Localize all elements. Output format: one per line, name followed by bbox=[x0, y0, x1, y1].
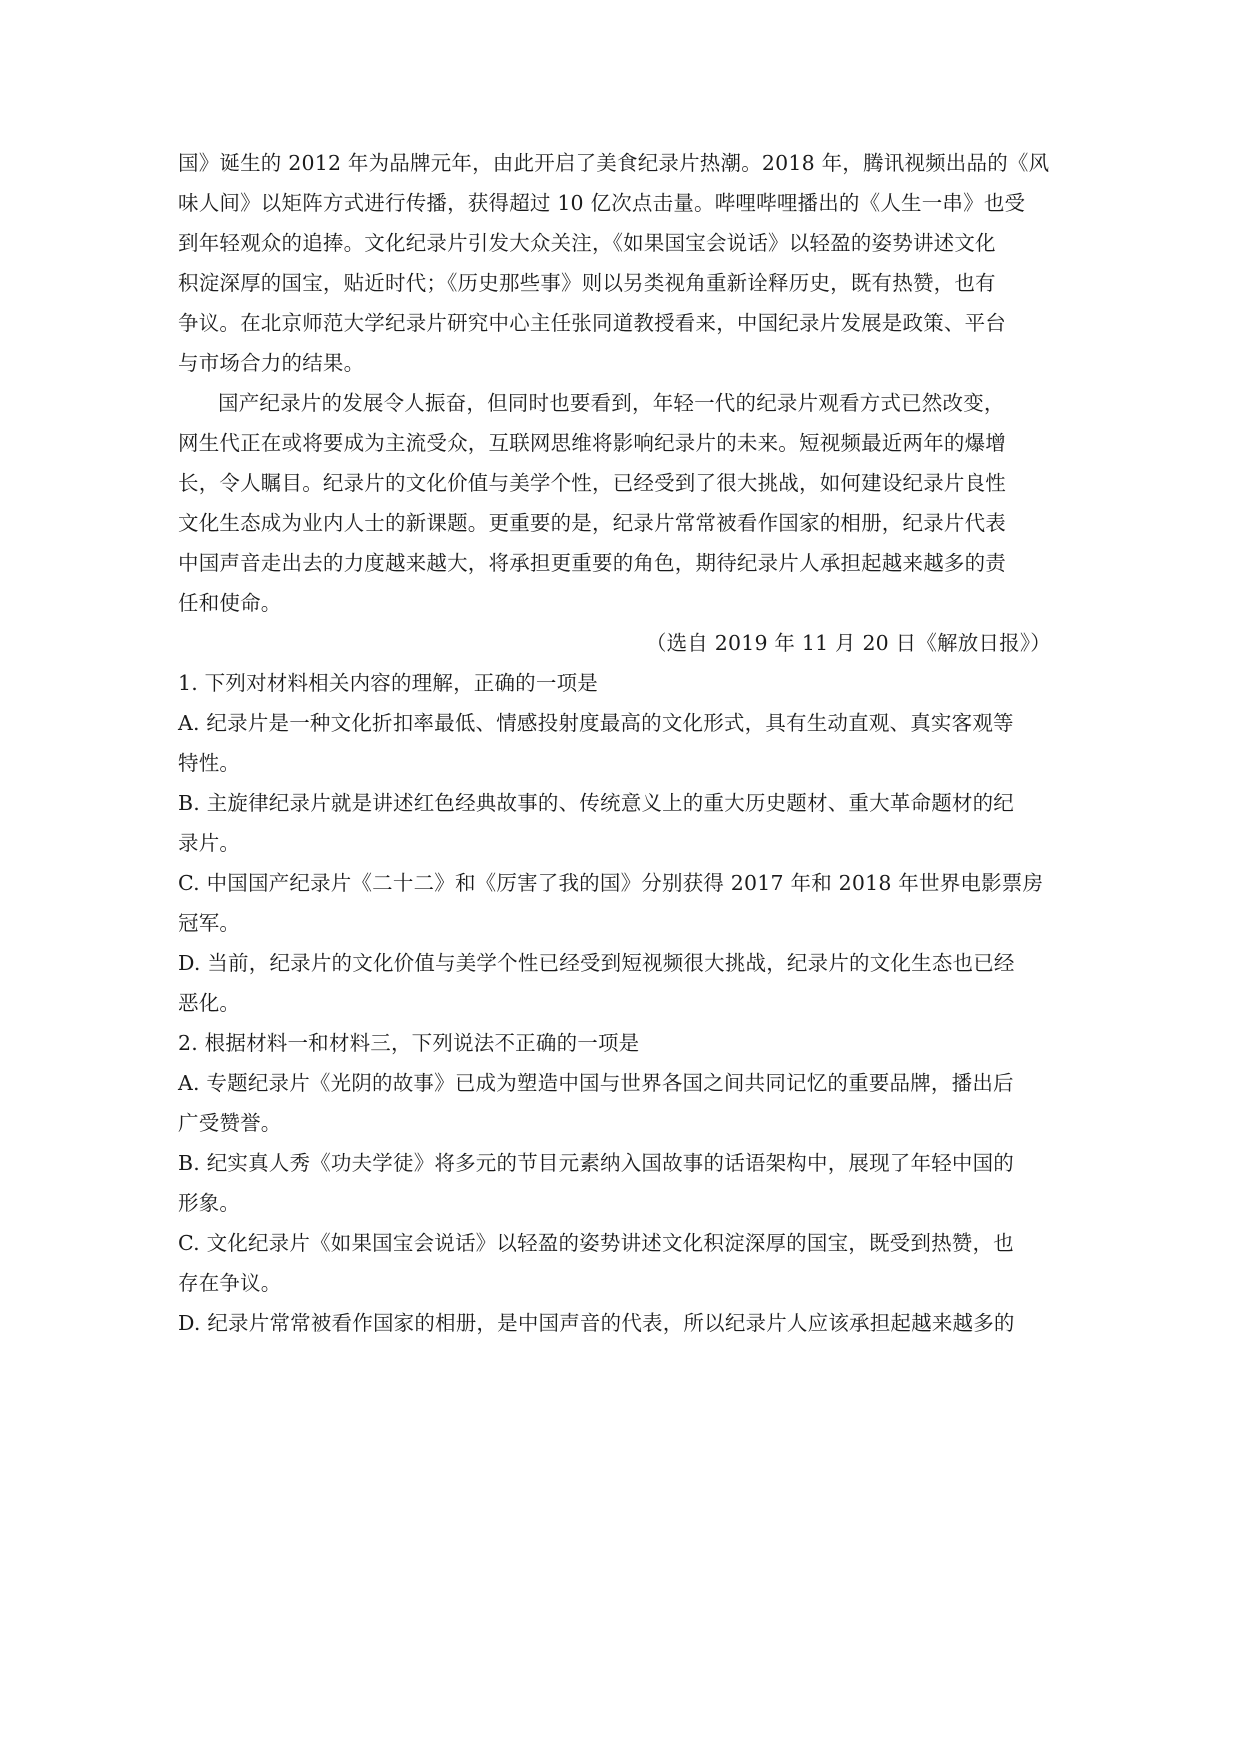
option-line: 录片。 bbox=[178, 831, 241, 855]
option-line: B. 纪实真人秀《功夫学徒》将多元的节目元素纳入国故事的话语架构中，展现了年轻中国的 bbox=[178, 1151, 1014, 1175]
option-line: D. 纪录片常常被看作国家的相册，是中国声音的代表，所以纪录片人应该承担起越来越多的 bbox=[178, 1311, 1015, 1335]
passage-line: 与市场合力的结果。 bbox=[178, 351, 365, 375]
passage-line: 任和使命。 bbox=[178, 591, 282, 615]
passage-line: 积淀深厚的国宝，贴近时代；《历史那些事》则以另类视角重新诠释历史，既有热赞，也有 bbox=[178, 271, 996, 295]
passage-line: 中国声音走出去的力度越来越大，将承担更重要的角色，期待纪录片人承担起越来越多的责 bbox=[178, 551, 1006, 575]
option-line: 形象。 bbox=[178, 1191, 241, 1215]
option-line: 冠军。 bbox=[178, 911, 241, 935]
option-line: D. 当前，纪录片的文化价值与美学个性已经受到短视频很大挑战，纪录片的文化生态也已经 bbox=[178, 951, 1015, 975]
passage-line: 争议。在北京师范大学纪录片研究中心主任张同道教授看来，中国纪录片发展是政策、平台 bbox=[178, 311, 1006, 335]
source-citation: （选自 2019 年 11 月 20 日《解放日报》） bbox=[645, 631, 1051, 655]
option-line: C. 中国国产纪录片《二十二》和《厉害了我的国》分别获得 2017 年和 2018 年世界电影票房 bbox=[178, 871, 1044, 895]
option-line: 存在争议。 bbox=[178, 1271, 282, 1295]
passage-line: 到年轻观众的追捧。文化纪录片引发大众关注，《如果国宝会说话》以轻盈的姿势讲述文化 bbox=[178, 231, 996, 255]
option-line: 恶化。 bbox=[178, 991, 241, 1015]
passage-line: 国产纪录片的发展令人振奋，但同时也要看到，年轻一代的纪录片观看方式已然改变， bbox=[218, 391, 1005, 415]
passage-line: 网生代正在或将要成为主流受众，互联网思维将影响纪录片的未来。短视频最近两年的爆增 bbox=[178, 431, 1006, 455]
option-line: 广受赞誉。 bbox=[178, 1111, 282, 1135]
question-stem: 1. 下列对材料相关内容的理解，正确的一项是 bbox=[178, 671, 598, 695]
option-line: B. 主旋律纪录片就是讲述红色经典故事的、传统意义上的重大历史题材、重大革命题材的纪 bbox=[178, 791, 1014, 815]
passage-line: 文化生态成为业内人士的新课题。更重要的是，纪录片常常被看作国家的相册，纪录片代表 bbox=[178, 511, 1006, 535]
passage-line: 国》诞生的 2012 年为品牌元年，由此开启了美食纪录片热潮。2018 年，腾讯视频出品的《风 bbox=[178, 151, 1050, 175]
option-line: A. 专题纪录片《光阴的故事》已成为塑造中国与世界各国之间共同记忆的重要品牌，播出后 bbox=[178, 1071, 1014, 1095]
option-line: 特性。 bbox=[178, 751, 241, 775]
passage-line: 味人间》以矩阵方式进行传播，获得超过 10 亿次点击量。哔哩哔哩播出的《人生一串》也受 bbox=[178, 191, 1026, 215]
passage-line: 长，令人瞩目。纪录片的文化价值与美学个性，已经受到了很大挑战，如何建设纪录片良性 bbox=[178, 471, 1006, 495]
question-stem: 2. 根据材料一和材料三，下列说法不正确的一项是 bbox=[178, 1031, 640, 1055]
option-line: C. 文化纪录片《如果国宝会说话》以轻盈的姿势讲述文化积淀深厚的国宝，既受到热赞，也 bbox=[178, 1231, 1014, 1255]
option-line: A. 纪录片是一种文化折扣率最低、情感投射度最高的文化形式，具有生动直观、真实客观等 bbox=[178, 711, 1014, 735]
